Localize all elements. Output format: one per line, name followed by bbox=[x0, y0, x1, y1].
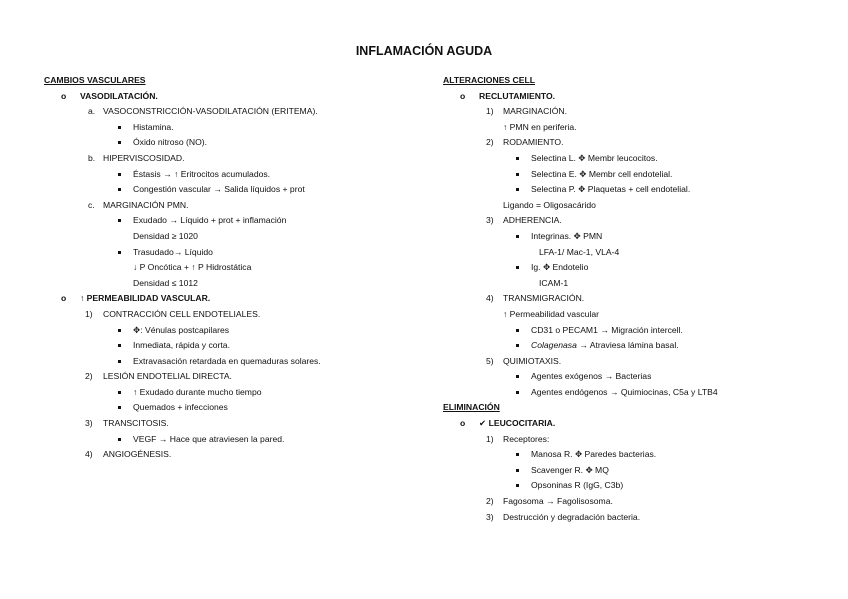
bullet-text: Ig. ✥ Endotelio bbox=[531, 262, 589, 273]
continuation-text: ↑ PMN en periferia. bbox=[503, 121, 577, 132]
square-bullet bbox=[118, 329, 121, 332]
list-text: TRANSMIGRACIÓN. bbox=[503, 293, 585, 304]
bullet-text: CD31 o PECAM1 → Migración intercell. bbox=[531, 324, 683, 335]
circle-bullet: o bbox=[61, 90, 67, 101]
continuation-text: Ligando = Oligosacárido bbox=[503, 199, 596, 210]
list-item bbox=[443, 510, 843, 526]
list-text: Receptores: bbox=[503, 433, 550, 444]
list-marker: 5) bbox=[486, 355, 494, 366]
continuation-line bbox=[443, 198, 843, 214]
colagenasa-rest: → Atraviesa lámina basal. bbox=[576, 340, 679, 351]
square-bullet bbox=[516, 266, 519, 269]
list-marker: 1) bbox=[85, 308, 93, 319]
square-bullet bbox=[118, 219, 121, 222]
bullet-item bbox=[44, 213, 434, 229]
cambios-vasculares-column bbox=[44, 73, 434, 463]
bullet-item bbox=[443, 151, 843, 167]
list-marker: b. bbox=[88, 152, 96, 163]
bullet-text: Óxido nitroso (NO). bbox=[133, 137, 208, 148]
square-bullet bbox=[118, 406, 121, 409]
continuation-line bbox=[44, 229, 434, 245]
bullet-item bbox=[443, 478, 843, 494]
continuation-text: Densidad ≥ 1020 bbox=[133, 230, 198, 241]
colagenasa-term: Colagenasa bbox=[531, 340, 577, 351]
bullet-text: ✥: Vénulas postcapilares bbox=[133, 324, 230, 335]
list-text: CONTRACCIÓN CELL ENDOTELIALES. bbox=[103, 308, 261, 319]
square-bullet bbox=[516, 344, 519, 347]
vasodilatacion-item bbox=[44, 89, 434, 105]
continuation-line bbox=[443, 276, 843, 292]
list-text: LESIÓN ENDOTELIAL DIRECTA. bbox=[103, 371, 232, 382]
continuation-line bbox=[443, 245, 843, 261]
bullet-text: Selectina P. ✥ Plaquetas + cell endotelial. bbox=[531, 184, 691, 195]
bullet-item bbox=[44, 338, 434, 354]
bullet-item bbox=[44, 120, 434, 136]
continuation-text: Densidad ≤ 1012 bbox=[133, 277, 198, 288]
list-item bbox=[44, 447, 434, 463]
list-marker: 3) bbox=[486, 215, 494, 226]
list-text: Destrucción y degradación bacteria. bbox=[503, 511, 641, 522]
list-item bbox=[44, 104, 434, 120]
list-item bbox=[443, 432, 843, 448]
list-text: MARGINACIÓN. bbox=[503, 106, 567, 117]
list-marker: 1) bbox=[486, 433, 494, 444]
list-marker: 1) bbox=[486, 106, 494, 117]
bullet-item bbox=[443, 229, 843, 245]
list-marker: a. bbox=[88, 106, 96, 117]
bullet-item bbox=[443, 447, 843, 463]
square-bullet bbox=[118, 188, 121, 191]
list-item bbox=[443, 354, 843, 370]
bullet-text: Extravasación retardada en quemaduras solares. bbox=[133, 355, 321, 366]
continuation-text: ↑ Permeabilidad vascular bbox=[503, 308, 600, 319]
bullet-text: Quemados + infecciones bbox=[133, 402, 228, 413]
list-text: HIPERVISCOSIDAD. bbox=[103, 152, 185, 163]
bullet-item bbox=[443, 167, 843, 183]
bullet-text: Agentes exógenos → Bacterias bbox=[531, 371, 652, 382]
permeabilidad-label: ↑ PERMEABILIDAD VASCULAR. bbox=[80, 293, 211, 304]
leucocitaria-label: ✔ LEUCOCITARIA. bbox=[479, 418, 556, 429]
list-item bbox=[44, 307, 434, 323]
bullet-text: Opsoninas R (IgG, C3b) bbox=[531, 480, 624, 491]
bullet-text: Integrinas. ✥ PMN bbox=[531, 230, 603, 241]
list-item bbox=[44, 416, 434, 432]
square-bullet bbox=[118, 391, 121, 394]
bullet-item bbox=[44, 182, 434, 198]
square-bullet bbox=[118, 251, 121, 254]
continuation-line bbox=[443, 120, 843, 136]
square-bullet bbox=[516, 157, 519, 160]
page-title: INFLAMACIÓN AGUDA bbox=[355, 44, 493, 58]
circle-bullet: o bbox=[61, 293, 67, 304]
bullet-text: Histamina. bbox=[133, 121, 174, 132]
square-bullet bbox=[516, 469, 519, 472]
list-marker: 2) bbox=[85, 371, 93, 382]
bullet-item bbox=[44, 354, 434, 370]
alteraciones-cell-column bbox=[443, 73, 843, 525]
square-bullet bbox=[516, 391, 519, 394]
bullet-text: Scavenger R. ✥ MQ bbox=[531, 464, 609, 475]
bullet-text: Éstasis → ↑ Eritrocitos acumulados. bbox=[133, 168, 271, 179]
section-header-eliminacion: ELIMINACIÓN bbox=[443, 402, 500, 413]
bullet-item bbox=[44, 245, 434, 261]
square-bullet bbox=[118, 360, 121, 363]
list-marker: 3) bbox=[486, 511, 494, 522]
continuation-text: LFA-1/ Mac-1, VLA-4 bbox=[539, 246, 620, 257]
list-text: MARGINACIÓN PMN. bbox=[103, 199, 189, 210]
list-text: QUIMIOTAXIS. bbox=[503, 355, 562, 366]
vasodilatacion-label: VASODILATACIÓN. bbox=[80, 90, 158, 101]
list-text: VASOCONSTRICCIÓN-VASODILATACIÓN (ERITEMA). bbox=[103, 106, 318, 117]
list-item bbox=[44, 151, 434, 167]
bullet-item bbox=[443, 463, 843, 479]
square-bullet bbox=[516, 173, 519, 176]
bullet-item bbox=[443, 260, 843, 276]
bullet-text bbox=[531, 338, 679, 354]
bullet-item bbox=[44, 167, 434, 183]
list-text: ANGIOGÉNESIS. bbox=[103, 449, 172, 460]
bullet-text: Selectina E. ✥ Membr cell endotelial. bbox=[531, 168, 673, 179]
continuation-text: ↓ P Oncótica + ↑ P Hidrostática bbox=[133, 262, 252, 273]
leucocitaria-item bbox=[443, 416, 843, 432]
bullet-text: Congestión vascular → Salida líquidos + prot bbox=[133, 184, 305, 195]
list-text: ADHERENCIA. bbox=[503, 215, 562, 226]
square-bullet bbox=[516, 235, 519, 238]
bullet-item bbox=[443, 182, 843, 198]
square-bullet bbox=[516, 329, 519, 332]
list-text: RODAMIENTO. bbox=[503, 137, 564, 148]
list-item bbox=[44, 369, 434, 385]
bullet-text: Inmediata, rápida y corta. bbox=[133, 340, 230, 351]
square-bullet bbox=[516, 188, 519, 191]
continuation-line bbox=[443, 307, 843, 323]
list-marker: 2) bbox=[486, 496, 494, 507]
square-bullet bbox=[118, 141, 121, 144]
permeabilidad-item bbox=[44, 291, 434, 307]
list-marker: 4) bbox=[486, 293, 494, 304]
bullet-item bbox=[443, 338, 843, 354]
circle-bullet: o bbox=[460, 90, 466, 101]
square-bullet bbox=[118, 126, 121, 129]
reclutamiento-item bbox=[443, 89, 843, 105]
bullet-text: VEGF → Hace que atraviesen la pared. bbox=[133, 433, 285, 444]
square-bullet bbox=[516, 453, 519, 456]
circle-bullet: o bbox=[460, 418, 466, 429]
bullet-text: Agentes endógenos → Quimiocinas, C5a y LTB4 bbox=[531, 386, 718, 397]
bullet-item bbox=[443, 369, 843, 385]
list-item bbox=[443, 104, 843, 120]
square-bullet bbox=[118, 438, 121, 441]
bullet-item bbox=[44, 432, 434, 448]
list-marker: c. bbox=[88, 199, 95, 210]
continuation-line bbox=[44, 276, 434, 292]
square-bullet bbox=[118, 344, 121, 347]
list-item bbox=[443, 291, 843, 307]
bullet-text: Selectina L. ✥ Membr leucocitos. bbox=[531, 152, 658, 163]
bullet-text: Exudado → Líquido + prot + inflamación bbox=[133, 215, 287, 226]
bullet-item bbox=[44, 323, 434, 339]
bullet-text: Trasudado→ Líquido bbox=[133, 246, 213, 257]
section-header-alteraciones-cell: ALTERACIONES CELL bbox=[443, 75, 535, 85]
list-marker: 3) bbox=[85, 418, 93, 429]
bullet-item bbox=[44, 385, 434, 401]
bullet-text: ↑ Exudado durante mucho tiempo bbox=[133, 386, 262, 397]
bullet-text: Manosa R. ✥ Paredes bacterias. bbox=[531, 449, 657, 460]
bullet-item bbox=[44, 135, 434, 151]
list-item bbox=[443, 494, 843, 510]
list-text: Fagosoma → Fagolisosoma. bbox=[503, 496, 613, 507]
continuation-text: ICAM-1 bbox=[539, 277, 569, 288]
list-text: TRANSCITOSIS. bbox=[103, 418, 169, 429]
list-marker: 2) bbox=[486, 137, 494, 148]
list-item bbox=[44, 198, 434, 214]
list-marker: 4) bbox=[85, 449, 93, 460]
square-bullet bbox=[516, 375, 519, 378]
bullet-item bbox=[443, 385, 843, 401]
bullet-item bbox=[44, 400, 434, 416]
bullet-item bbox=[443, 323, 843, 339]
square-bullet bbox=[516, 484, 519, 487]
list-item bbox=[443, 135, 843, 151]
reclutamiento-label: RECLUTAMIENTO. bbox=[479, 90, 556, 101]
square-bullet bbox=[118, 173, 121, 176]
section-header-cambios-vasculares: CAMBIOS VASCULARES bbox=[44, 75, 146, 85]
continuation-line bbox=[44, 260, 434, 276]
list-item bbox=[443, 213, 843, 229]
